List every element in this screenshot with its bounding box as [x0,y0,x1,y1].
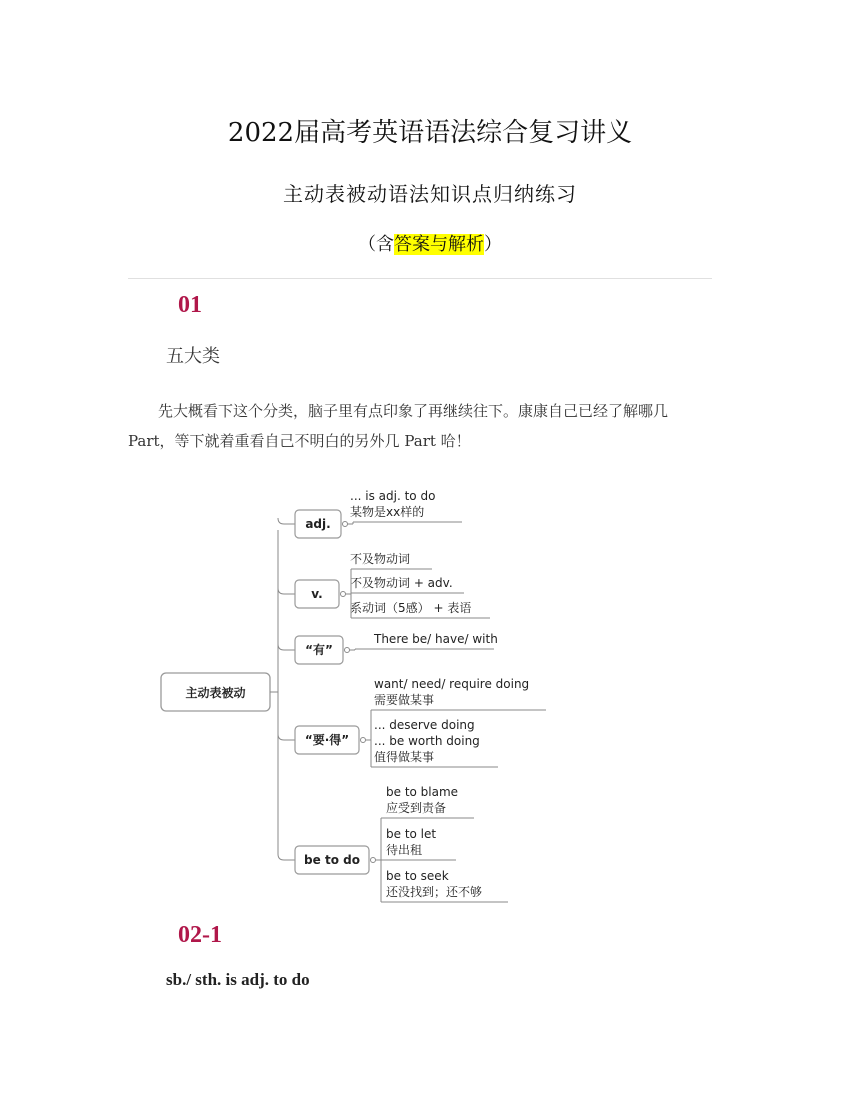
leaf-text: 还没找到；还不够 [386,885,483,899]
leaf-text: 应受到责备 [386,801,447,815]
leaf-text: 不及物动词 + adv. [350,576,453,590]
leaf-text: There be/ have/ with [374,632,498,646]
branch-label: “要·得” [304,733,350,747]
leaf-text: 不及物动词 [350,552,411,566]
branch-dot [371,858,376,863]
document-subtitle: 主动表被动语法知识点归纳练习 [283,182,577,206]
leaf-text: 需要做某事 [374,693,435,707]
branch-dot [343,522,348,527]
section-heading-2: sb./ sth. is adj. to do [166,970,310,989]
intro-paragraph: 先大概看下这个分类，脑子里有点印象了再继续往下。康康自己已经了解哪几 Part，等下就着重看自己不明白的另外几 Part 哈！ [128,402,669,450]
leaf-text: ... be worth doing [374,734,480,748]
divider [128,278,712,279]
branch-connector [278,518,295,524]
leaf-text: 系动词（5感） + 表语 [350,601,472,615]
branch-label: v. [311,587,323,601]
root-label: 主动表被动 [185,686,246,700]
branch-label: “有” [305,643,333,657]
answer-note-close: ） [484,234,502,255]
section-heading: 五大类 [166,346,220,367]
branch-connector [278,644,295,650]
leaf-text: be to seek [386,869,449,883]
answer-note [0,230,860,256]
branch-dot [345,648,350,653]
branch-dot [361,738,366,743]
branch-connector [278,854,295,860]
answer-note-open: （含 [358,234,394,255]
leaf-text: 某物是xx样的 [350,505,425,519]
branch-label: be to do [304,853,360,867]
branch-dot [341,592,346,597]
leaf-text: ... is adj. to do [350,489,436,503]
leaf-text: be to blame [386,785,459,799]
branch-connector [278,734,295,740]
branch-connector [278,588,295,594]
leaf-text: be to let [386,827,437,841]
leaf-text: 待出租 [386,843,423,857]
section-number-01: 01 [178,292,202,318]
leaf-text: 值得做某事 [374,750,435,764]
leaf-text: ... deserve doing [374,718,475,732]
answer-note-highlight: 答案与解析 [394,234,484,255]
mind-map [150,478,570,908]
document-title: 2022届高考英语语法综合复习讲义 [227,118,633,148]
section-number-02-1: 02-1 [178,922,222,948]
branch-label: adj. [305,517,331,531]
leaf-text: want/ need/ require doing [374,677,530,691]
